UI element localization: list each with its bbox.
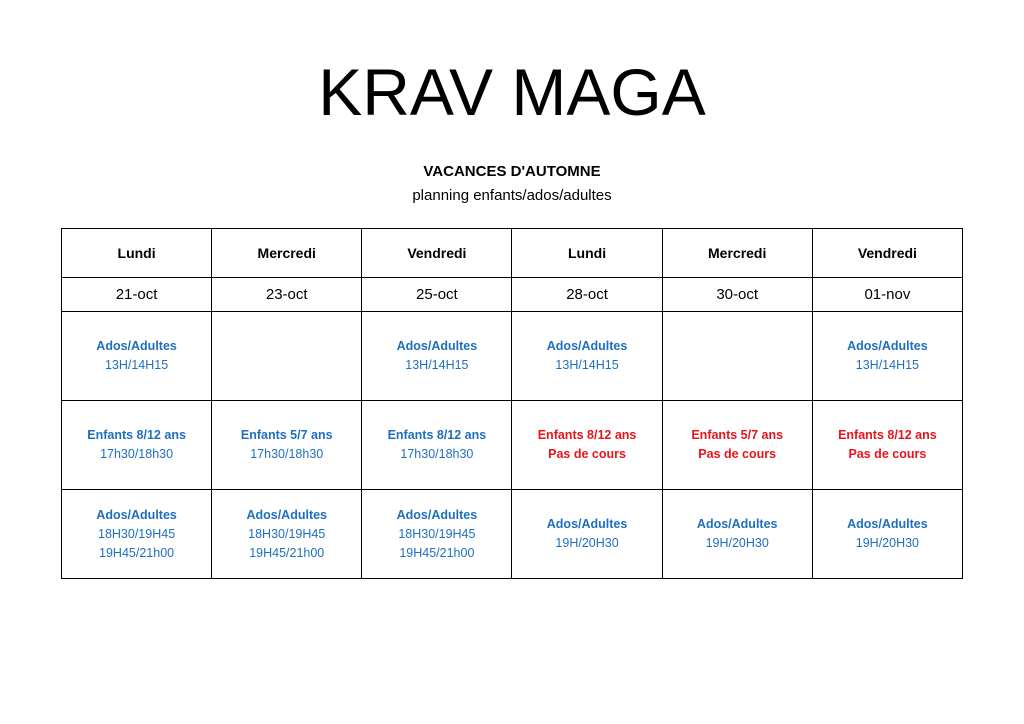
slot-group: Enfants 8/12 ans (87, 428, 186, 442)
slot-group: Enfants 8/12 ans (537, 428, 637, 442)
slot-group: Ados/Adultes (396, 339, 478, 353)
slot-group: Enfants 5/7 ans (691, 428, 784, 442)
slot-time: 17h30/18h30 (400, 447, 474, 461)
slot-row-afternoon (62, 312, 963, 401)
slot-cell (812, 401, 962, 490)
page-subtitle-secondary: planning enfants/ados/adultes (412, 187, 612, 204)
slot-group: Ados/Adultes (396, 507, 478, 522)
slot-cell (812, 490, 962, 579)
slot-cell (362, 312, 512, 401)
slot-time: 19H45/21h00 (99, 545, 175, 560)
date-cell: 01-nov (812, 278, 962, 312)
slot-group: Ados/Adultes (847, 339, 928, 353)
slot-cell (362, 401, 512, 490)
slot-time: 19H/20H30 (705, 536, 769, 550)
day-cell: Lundi (62, 229, 212, 278)
slot-time: 13H/14H15 (855, 358, 920, 372)
slot-cell (812, 312, 962, 401)
slot-cancelled: Pas de cours (848, 447, 927, 461)
schedule-table (61, 228, 963, 579)
slot-time: 19H/20H30 (555, 536, 619, 550)
day-cell: Vendredi (812, 229, 962, 278)
slot-cell (662, 312, 812, 401)
slot-time: 13H/14H15 (405, 358, 469, 372)
date-cell: 23-oct (212, 278, 362, 312)
slot-group: Ados/Adultes (546, 517, 628, 531)
day-cell: Mercredi (212, 229, 362, 278)
page-title: KRAV MAGA (318, 55, 706, 129)
slot-cell (62, 490, 212, 579)
date-cell: 28-oct (512, 278, 662, 312)
slot-time: 13H/14H15 (555, 358, 619, 372)
slot-time: 19H45/21h00 (399, 545, 475, 560)
day-cell: Lundi (512, 229, 662, 278)
slot-group: Ados/Adultes (696, 517, 778, 531)
slot-cell (212, 401, 362, 490)
slot-cancelled: Pas de cours (698, 447, 777, 461)
date-row (62, 278, 963, 312)
slot-cell (512, 401, 662, 490)
slot-cell (212, 312, 362, 401)
slot-cell (62, 401, 212, 490)
slot-cancelled: Pas de cours (548, 447, 626, 461)
slot-time: 13H/14H15 (104, 358, 169, 372)
day-header-row (62, 229, 963, 278)
slot-time: 17h30/18h30 (250, 447, 324, 461)
slot-cell (512, 312, 662, 401)
slot-row-evening (62, 490, 963, 579)
slot-cell (512, 490, 662, 579)
slot-time: 18H30/19H45 (98, 526, 176, 541)
slot-group: Ados/Adultes (847, 517, 928, 531)
date-cell: 30-oct (662, 278, 812, 312)
slot-group: Ados/Adultes (546, 339, 628, 353)
slot-group: Enfants 8/12 ans (387, 428, 487, 442)
slot-group: Enfants 8/12 ans (838, 428, 937, 442)
slot-cell (362, 490, 512, 579)
slot-group: Enfants 5/7 ans (240, 428, 333, 442)
slot-group: Ados/Adultes (96, 507, 177, 522)
slot-cell (662, 490, 812, 579)
day-cell: Vendredi (362, 229, 512, 278)
slot-time: 18H30/19H45 (398, 526, 476, 541)
page-subtitle: VACANCES D'AUTOMNE (423, 163, 601, 180)
slot-cell (662, 401, 812, 490)
date-cell: 21-oct (62, 278, 212, 312)
slot-time: 19H45/21h00 (249, 545, 325, 560)
day-cell: Mercredi (662, 229, 812, 278)
slot-group: Ados/Adultes (246, 507, 328, 522)
slot-row-kids (62, 401, 963, 490)
slot-cell (212, 490, 362, 579)
slot-group: Ados/Adultes (96, 339, 177, 353)
slot-time: 17h30/18h30 (100, 447, 174, 461)
slot-time: 19H/20H30 (855, 536, 920, 550)
slot-time: 18H30/19H45 (248, 526, 326, 541)
slot-cell (62, 312, 212, 401)
date-cell: 25-oct (362, 278, 512, 312)
